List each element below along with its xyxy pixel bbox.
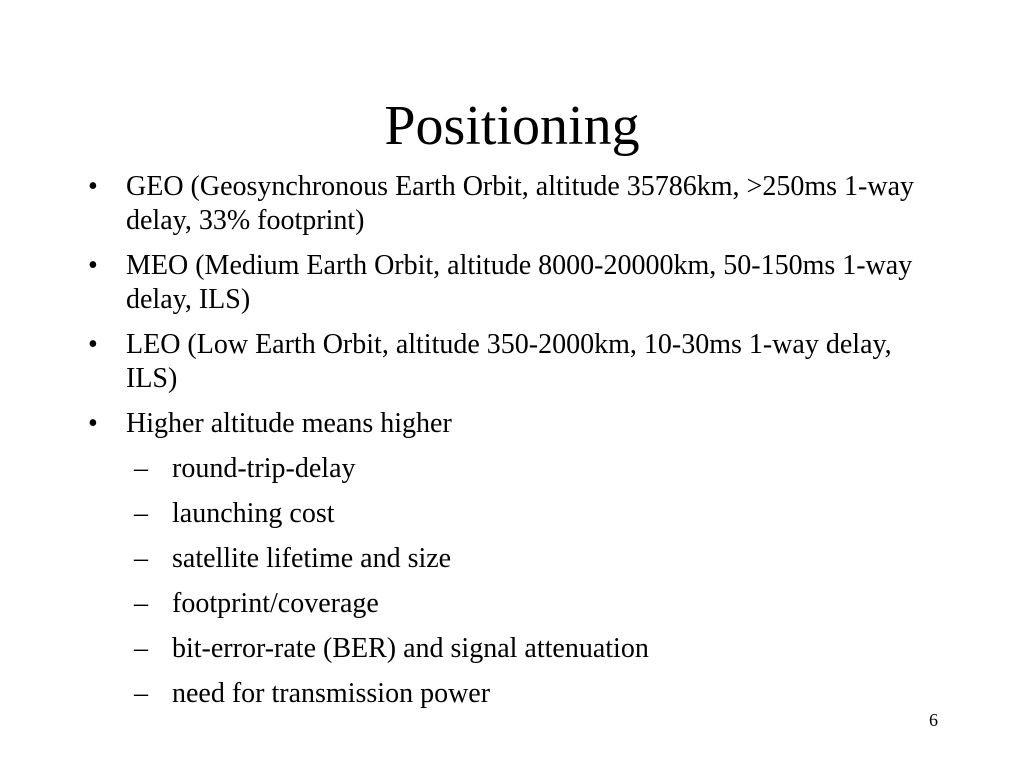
bullet-icon: •	[88, 171, 98, 202]
bullet-text: GEO (Geosynchronous Earth Orbit, altitude 35786km, >250ms 1-way delay, 33% footprint)	[126, 171, 914, 236]
sub-bullet-ber	[84, 632, 944, 666]
dash-icon: –	[134, 678, 148, 709]
sub-bullet-satellite-lifetime	[84, 542, 944, 576]
bullet-text: MEO (Medium Earth Orbit, altitude 8000-20000km, 50-150ms 1-way delay, ILS)	[126, 250, 913, 315]
bullet-item-leo	[84, 328, 944, 396]
sub-bullet-text: bit-error-rate (BER) and signal attenuation	[172, 633, 649, 664]
slide-title: Positioning	[384, 95, 640, 157]
dash-icon: –	[134, 588, 148, 619]
bullet-list	[84, 170, 944, 722]
sub-bullet-text: round-trip-delay	[172, 453, 356, 484]
dash-icon: –	[134, 498, 148, 529]
bullet-item-geo	[84, 170, 944, 238]
bullet-item-higher-altitude	[84, 407, 944, 441]
dash-icon: –	[134, 453, 148, 484]
sub-bullet-text: launching cost	[172, 498, 335, 529]
sub-bullet-launching-cost	[84, 497, 944, 531]
sub-bullet-transmission-power	[84, 677, 944, 711]
bullet-text: LEO (Low Earth Orbit, altitude 350-2000km, 10-30ms 1-way delay, ILS)	[126, 329, 892, 394]
sub-bullet-round-trip-delay	[84, 452, 944, 486]
sub-bullet-text: need for transmission power	[172, 678, 491, 709]
dash-icon: –	[134, 543, 148, 574]
sub-bullet-footprint-coverage	[84, 587, 944, 621]
bullet-icon: •	[88, 408, 98, 439]
sub-bullet-text: satellite lifetime and size	[172, 543, 452, 574]
dash-icon: –	[134, 633, 148, 664]
bullet-text: Higher altitude means higher	[126, 408, 452, 439]
bullet-icon: •	[88, 329, 98, 360]
bullet-item-meo	[84, 249, 944, 317]
sub-bullet-text: footprint/coverage	[172, 588, 379, 619]
page-number: 6	[929, 710, 938, 730]
bullet-icon: •	[88, 250, 98, 281]
